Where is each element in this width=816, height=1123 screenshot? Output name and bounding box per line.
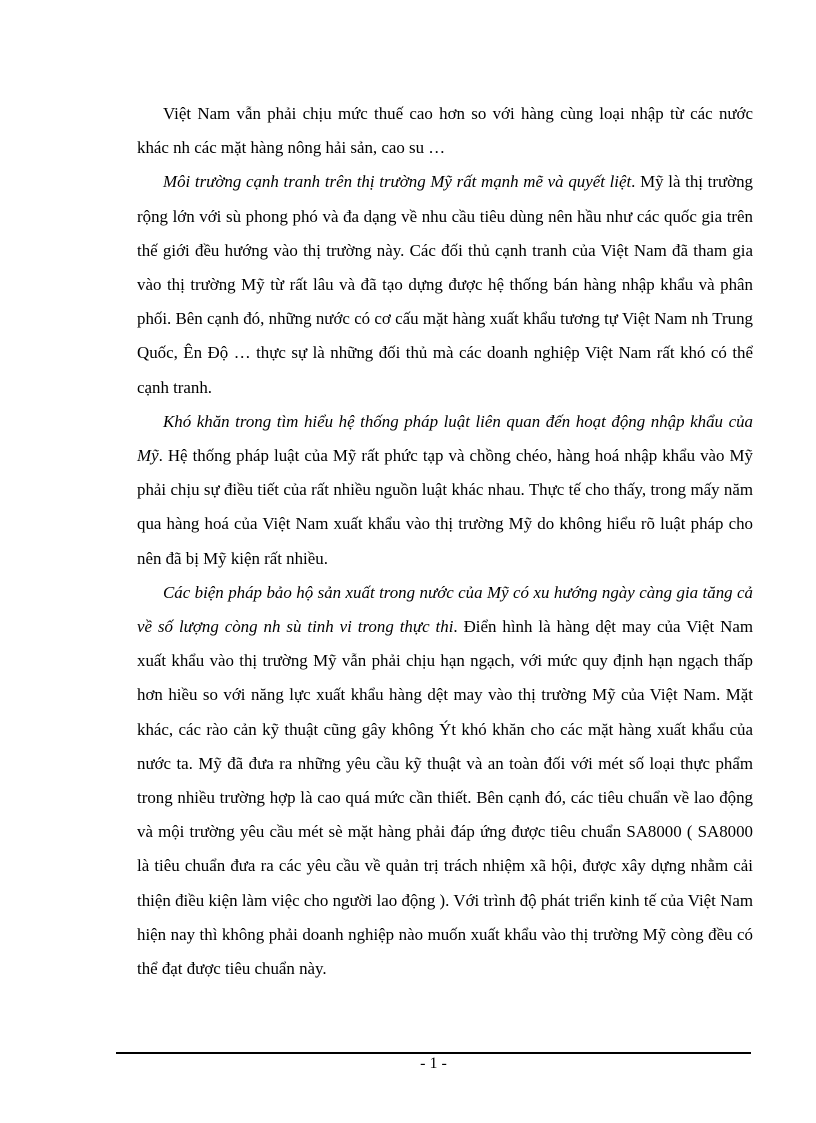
- paragraph-text: . Điển hình là hàng dệt may của Việt Nam xuất khẩu vào thị trường Mỹ vẫn phải chịu hạn ngạch, với mức quy định hạn ngạch thấp hơn hiều so với năng lực xuất khẩu hàng dệt may vào thị trường Mỹ của Việt Nam. Mặt khác, các rào cản kỹ thuật cũng gây không Ýt khó khăn cho các mặt hàng xuất khẩu của nước ta. Mỹ đã đưa ra những yêu cầu kỹ thuật và an toàn đối với mét số loại thực phẩm trong nhiều trường hợp là cao quá mức cần thiết. Bên cạnh đó, các tiêu chuẩn về lao động và mội trường yêu cầu mét sè mặt hàng phải đáp ứng được tiêu chuẩn SA8000 ( SA8000 là tiêu chuẩn đưa ra các yêu cầu về quản trị trách nhiệm xã hội, được xây dựng nhằm cải thiện điều kiện làm việc cho người lao động ). Với trình độ phát triển kinh tế của Việt Nam hiện nay thì không phải doanh nghiệp nào muốn xuất khẩu vào thị trường Mỹ còng đều có thể đạt được tiêu chuẩn này.: [137, 617, 753, 979]
- paragraph-3: [137, 405, 753, 576]
- paragraph-2: [137, 165, 753, 404]
- paragraph-italic-lead: Các biện pháp bảo hộ sản xuất trong nước của Mỹ có xu hướng ngày càng gia tăng cả về số lượng còng nh sù tinh vi trong thực thi: [137, 582, 753, 637]
- paragraph-4: [137, 576, 753, 986]
- paragraph-1: [137, 97, 753, 165]
- paragraph-text: . Hệ thống pháp luật của Mỹ rất phức tạp và chồng chéo, hàng hoá nhập khẩu vào Mỹ phải chịu sự điều tiết của rất nhiều nguồn luật khác nhau. Thực tế cho thấy, trong mấy năm qua hàng hoá của Việt Nam xuất khẩu vào thị trường Mỹ do không hiểu rõ luật pháp cho nên đã bị Mỹ kiện rất nhiều.: [137, 446, 753, 568]
- page-number: - 1 -: [420, 1055, 447, 1072]
- paragraph-italic-lead: Khó khăn trong tìm hiểu hệ thống pháp luật liên quan đến hoạt động nhập khẩu của Mỹ: [137, 411, 753, 466]
- paragraph-text: Việt Nam vẫn phải chịu mức thuế cao hơn so với hàng cùng loại nhập từ các nước khác nh các mặt hàng nông hải sản, cao su …: [137, 104, 753, 158]
- paragraph-text: . Mỹ là thị trường rộng lớn với sù phong phó và đa dạng về nhu cầu tiêu dùng nên hầu như các quốc gia trên thế giới đều hướng vào thị trường này. Các đối thủ cạnh tranh của Việt Nam đã tham gia vào thị trường Mỹ từ rất lâu và đã tạo dựng được hệ thống bán hàng nhập khẩu và phân phối. Bên cạnh đó, những nước có cơ cấu mặt hàng xuất khẩu tương tự Việt Nam nh Trung Quốc, Ên Độ … thực sự là những đối thủ mà các doanh nghiệp Việt Nam rất khó có thể cạnh tranh.: [137, 172, 753, 397]
- paragraph-italic-lead: Môi trường cạnh tranh trên thị trường Mỹ rất mạnh mẽ và quyết liệt: [163, 172, 632, 192]
- document-body: [137, 97, 753, 986]
